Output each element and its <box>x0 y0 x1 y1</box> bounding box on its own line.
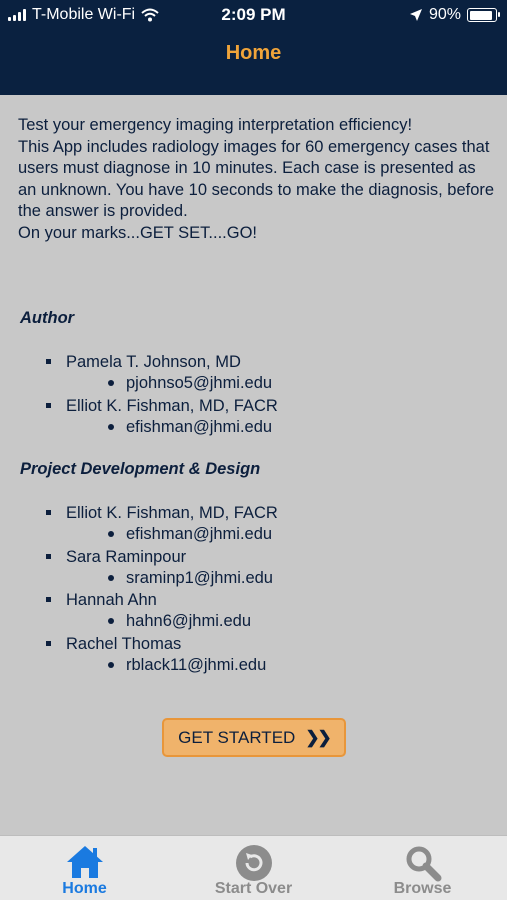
bullet-dot <box>108 531 114 537</box>
bullet-dot <box>108 618 114 624</box>
intro-line: This App includes radiology images for 60 emergency cases that users must diagnose in 10 minutes. Each case is presented as an unknown. You have 10 seconds to make the diagnosis, before the answer is provided. <box>18 137 495 220</box>
location-icon <box>409 8 423 22</box>
list-item <box>46 503 486 547</box>
bullet-square <box>46 510 51 515</box>
person-name: Elliot K. Fishman, MD, FACR <box>66 396 278 415</box>
person-email[interactable]: efishman@jhmi.edu <box>126 525 273 543</box>
person-email[interactable]: hahn6@jhmi.edu <box>126 612 251 630</box>
bullet-square <box>46 641 51 646</box>
list-item <box>46 590 486 634</box>
home-icon <box>65 844 105 880</box>
intro-line: On your marks...GET SET....GO! <box>18 223 258 242</box>
carrier-label: T-Mobile Wi-Fi <box>32 6 136 23</box>
search-icon <box>404 844 442 882</box>
chevron-right-icon: ❯❯ <box>305 727 330 747</box>
main-content <box>0 95 507 835</box>
bullet-square <box>46 554 51 559</box>
bullet-dot <box>108 662 114 668</box>
tab-browse-label: Browse <box>393 880 452 897</box>
bullet-dot <box>108 380 114 386</box>
person-name: Pamela T. Johnson, MD <box>66 353 241 371</box>
tab-bar <box>0 835 507 900</box>
clock: 2:09 PM <box>221 5 286 24</box>
header <box>0 0 507 95</box>
list-item <box>46 352 486 396</box>
bullet-square <box>46 359 51 364</box>
person-email[interactable]: pjohnso5@jhmi.edu <box>126 374 273 392</box>
person-email[interactable]: rblack11@jhmi.edu <box>126 655 267 674</box>
project-list <box>46 503 486 677</box>
battery-percent: 90% <box>428 6 461 23</box>
restart-icon <box>235 844 273 882</box>
list-item <box>46 634 486 678</box>
status-bar <box>0 0 507 32</box>
bullet-dot <box>108 424 114 430</box>
person-name: Hannah Ahn <box>66 591 157 609</box>
bullet-square <box>46 403 51 408</box>
tab-home-label: Home <box>62 880 107 897</box>
bullet-square <box>46 597 51 602</box>
person-name: Elliot K. Fishman, MD, FACR <box>66 504 278 522</box>
page-title: Home <box>225 42 282 64</box>
intro-text <box>18 115 498 244</box>
list-item <box>46 547 486 591</box>
tab-start-over[interactable] <box>169 836 338 900</box>
tab-start-over-label: Start Over <box>214 880 293 897</box>
get-started-button[interactable] <box>162 718 346 757</box>
author-heading: Author <box>20 309 75 327</box>
bullet-dot <box>108 575 114 581</box>
person-email[interactable]: sraminp1@jhmi.edu <box>126 568 273 587</box>
tab-home[interactable] <box>0 836 169 900</box>
battery-icon <box>467 8 497 22</box>
person-name: Rachel Thomas <box>66 634 182 653</box>
get-started-label: GET STARTED <box>178 727 296 747</box>
person-email[interactable]: efishman@jhmi.edu <box>126 417 273 436</box>
person-name: Sara Raminpour <box>66 547 187 566</box>
intro-line: Test your emergency imaging interpretation efficiency! <box>18 116 413 134</box>
project-heading: Project Development & Design <box>20 460 261 478</box>
tab-browse[interactable] <box>338 836 507 900</box>
list-item <box>46 396 486 440</box>
author-list <box>46 352 486 439</box>
